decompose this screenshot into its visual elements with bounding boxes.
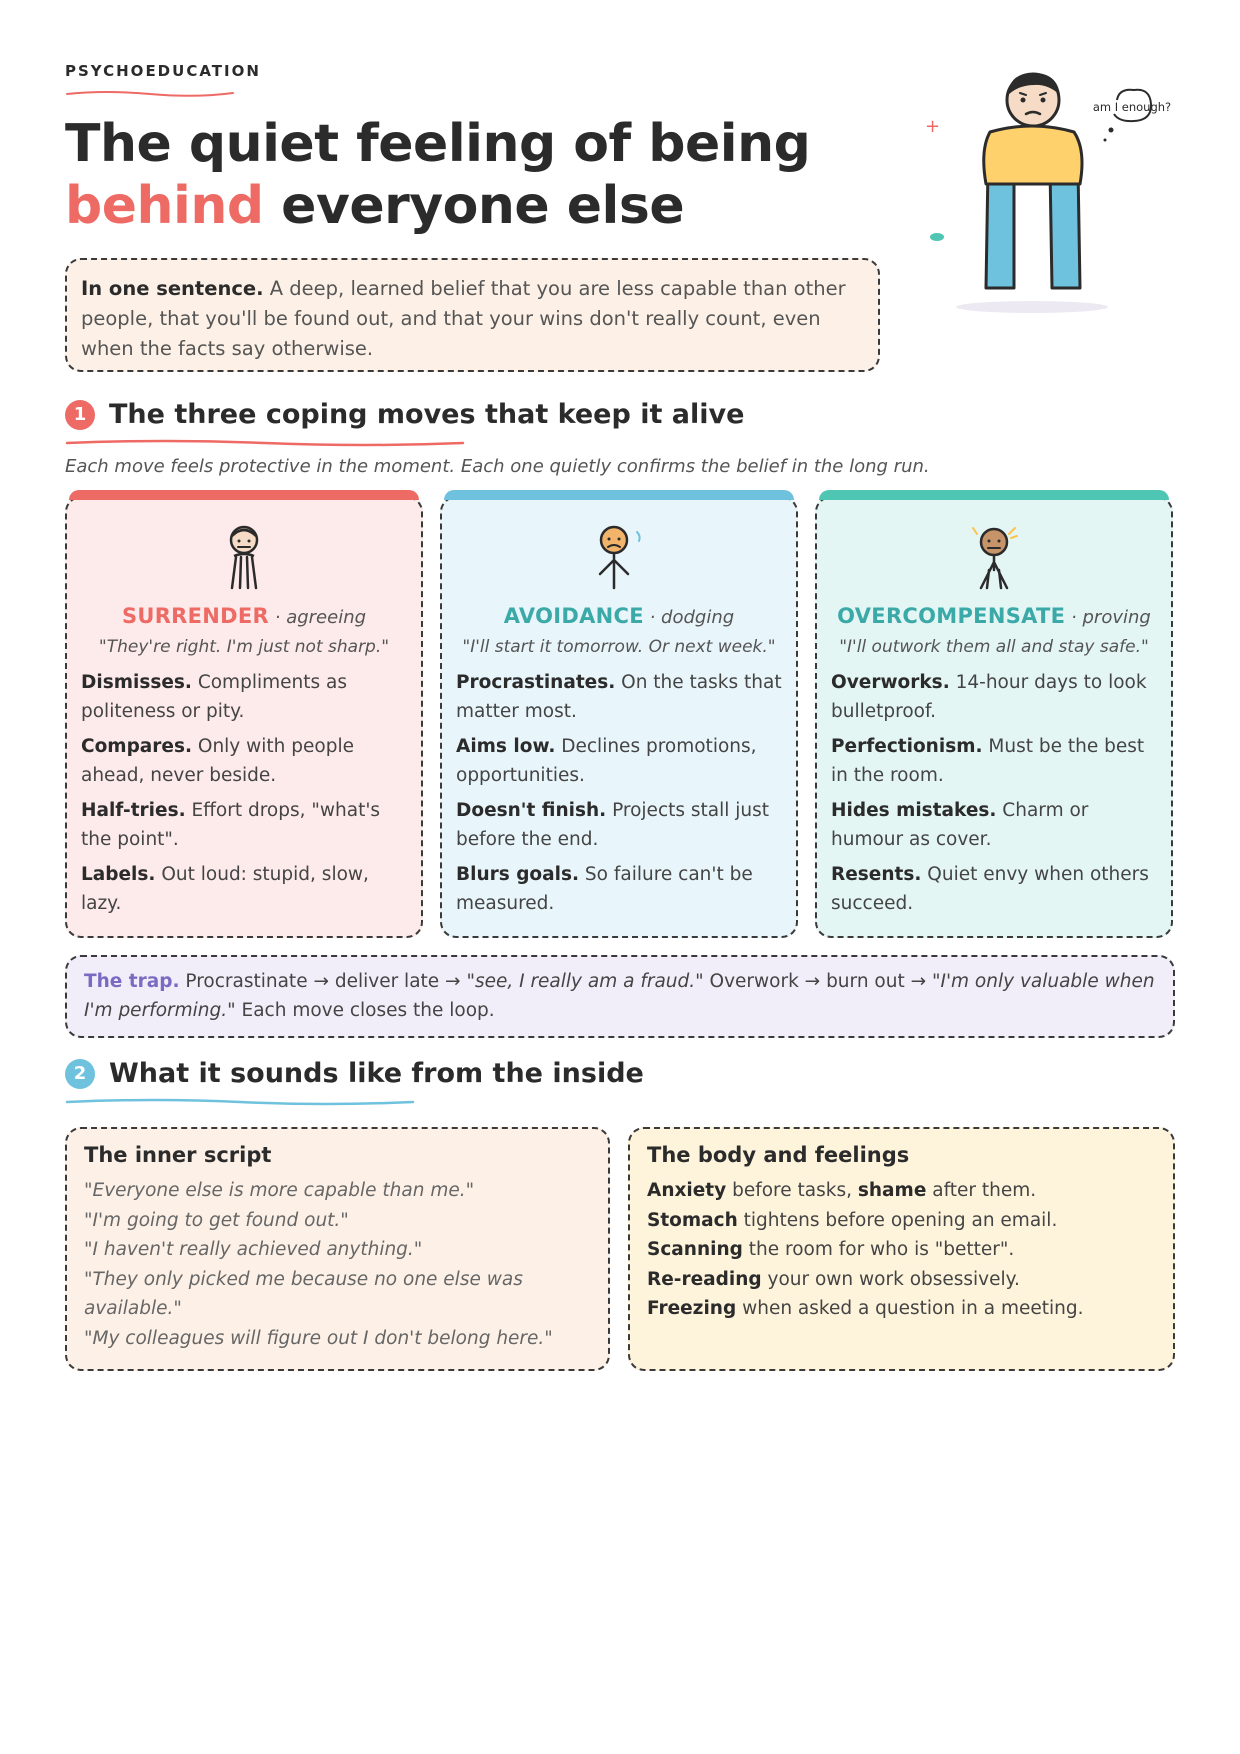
body-feelings-title: The body and feelings — [647, 1143, 910, 1167]
line-text: after them. — [926, 1180, 1037, 1201]
overcompensate-figure-icon — [817, 524, 1171, 594]
card-accent-bar — [69, 490, 419, 500]
avoidance-figure-icon — [442, 524, 796, 594]
trap-text-3: Each move closes the loop. — [235, 1000, 495, 1021]
page-title — [65, 113, 885, 237]
line-text: the room for who is "better". — [742, 1239, 1015, 1260]
list-item — [831, 668, 1159, 726]
item-text: Compliments as politeness or pity. — [81, 672, 347, 722]
item-term: Compares. — [81, 736, 192, 757]
item-term: Resents. — [831, 864, 922, 885]
section1-underline — [65, 438, 465, 448]
item-text: Must be the best in the room. — [831, 736, 1145, 786]
line-text: your own work obsessively. — [761, 1268, 1020, 1290]
title-highlight: behind — [65, 176, 264, 236]
line-text: tightens before opening an email. — [737, 1209, 1058, 1231]
item-text: 14-hour days to look bulletproof. — [831, 672, 1147, 722]
line-term: Anxiety — [647, 1180, 727, 1201]
list-item — [81, 668, 409, 726]
worried-person-illustration — [910, 60, 1190, 330]
line-term: Stomach — [647, 1209, 738, 1231]
section2-heading — [65, 1058, 644, 1089]
section2-title: What it sounds like from the inside — [109, 1058, 644, 1089]
summary-label: In one sentence. — [81, 277, 264, 300]
kicker-underline — [65, 88, 235, 98]
hero-illustration — [910, 60, 1190, 330]
line-text: when asked a question in a meeting. — [736, 1298, 1084, 1319]
card-name: AVOIDANCE — [503, 604, 644, 628]
card-avoidance — [440, 496, 798, 938]
item-term: Procrastinates. — [456, 672, 616, 693]
surrender-figure-icon — [67, 524, 421, 594]
item-term: Half-tries. — [81, 800, 186, 821]
item-text: So failure can't be measured. — [456, 864, 753, 914]
item-term: Blurs goals. — [456, 864, 580, 885]
section1-number: 1 — [65, 400, 95, 430]
card-heading — [67, 604, 421, 628]
list-item — [81, 860, 409, 918]
inner-script-box — [65, 1127, 610, 1371]
script-line: "My colleagues will figure out I don't belong here." — [84, 1327, 553, 1349]
item-text: Quiet envy when others succeed. — [831, 864, 1149, 914]
card-quote: "I'll outwork them all and stay safe." — [839, 637, 1149, 657]
card-verb: · agreeing — [269, 607, 367, 628]
svg-text:+: + — [925, 116, 941, 137]
item-term: Doesn't finish. — [456, 800, 607, 821]
list-item — [831, 796, 1159, 854]
item-term: Hides mistakes. — [831, 800, 997, 821]
item-term: Overworks. — [831, 672, 950, 693]
line-term: shame — [857, 1180, 927, 1201]
list-item — [81, 796, 409, 854]
line-text: before tasks, — [726, 1180, 858, 1201]
item-text: Projects stall just before the end. — [456, 800, 770, 850]
item-text: Out loud: stupid, slow, lazy. — [81, 864, 369, 914]
list-item — [456, 860, 784, 918]
card-surrender — [65, 496, 423, 938]
inner-script-title: The inner script — [84, 1143, 272, 1167]
section1-title: The three coping moves that keep it alive — [109, 399, 745, 430]
kicker-label: PSYCHOEDUCATION — [65, 62, 261, 80]
script-line: "They only picked me because no one else was available." — [84, 1268, 523, 1319]
thought-text: am I enough? — [1092, 100, 1172, 114]
section1-lede: Each move feels protective in the moment. Each one quietly confirms the belief in the long run. — [65, 456, 930, 477]
script-line: "I haven't really achieved anything." — [84, 1239, 423, 1260]
item-text: Declines promotions, opportunities. — [456, 736, 757, 786]
body-line — [647, 1265, 1156, 1295]
trap-quote-1: "see, I really am a fraud." — [466, 971, 704, 992]
list-item — [456, 796, 784, 854]
card-list — [81, 668, 409, 924]
item-text: Charm or humour as cover. — [831, 800, 1089, 850]
item-text: Effort drops, "what's the point". — [81, 800, 381, 850]
card-overcompensate — [815, 496, 1173, 938]
card-quote: "I'll start it tomorrow. Or next week." — [462, 637, 776, 657]
card-verb: · proving — [1065, 607, 1151, 628]
card-quote: "They're right. I'm just not sharp." — [98, 637, 390, 657]
trap-quote-2: "I'm only valuable when I'm performing." — [84, 971, 1155, 1021]
item-text: On the tasks that matter most. — [456, 672, 782, 722]
card-accent-bar — [819, 490, 1169, 500]
list-item — [81, 732, 409, 790]
body-line — [647, 1176, 1156, 1206]
body-feelings-box — [628, 1127, 1175, 1371]
trap-text-1: Procrastinate → deliver late → — [179, 971, 467, 992]
card-list — [456, 668, 784, 924]
item-term: Labels. — [81, 864, 156, 885]
body-line — [647, 1206, 1156, 1236]
list-item — [456, 732, 784, 790]
card-heading — [817, 604, 1171, 628]
title-rest: everyone else — [263, 176, 685, 236]
trap-box — [65, 955, 1175, 1038]
card-accent-bar — [444, 490, 794, 500]
section1-heading — [65, 399, 744, 430]
title-line1: The quiet feeling of being — [65, 114, 811, 174]
script-line: "I'm going to get found out." — [84, 1209, 349, 1231]
item-term: Perfectionism. — [831, 736, 983, 757]
summary-text: A deep, learned belief that you are less capable than other people, that you'll be found out, and that your wins don't really count, even when the facts say otherwise. — [81, 277, 846, 360]
card-name: SURRENDER — [121, 604, 270, 628]
item-text: Only with people ahead, never beside. — [81, 736, 354, 786]
card-name: OVERCOMPENSATE — [837, 604, 1066, 628]
body-line — [647, 1235, 1156, 1265]
list-item — [831, 860, 1159, 918]
section2-number: 2 — [65, 1059, 95, 1089]
item-term: Aims low. — [456, 736, 556, 757]
item-term: Dismisses. — [81, 672, 192, 693]
trap-label: The trap. — [84, 971, 180, 992]
script-line: "Everyone else is more capable than me." — [84, 1180, 475, 1201]
list-item — [831, 732, 1159, 790]
line-term: Re-reading — [647, 1268, 762, 1290]
trap-text-2: Overwork → burn out → — [703, 971, 932, 992]
summary-box — [65, 258, 880, 372]
card-heading — [442, 604, 796, 628]
body-line — [647, 1294, 1156, 1324]
line-term: Scanning — [647, 1239, 743, 1260]
list-item — [456, 668, 784, 726]
card-verb: · dodging — [643, 607, 735, 628]
card-list — [831, 668, 1159, 924]
line-term: Freezing — [647, 1298, 737, 1319]
section2-underline — [65, 1097, 415, 1107]
